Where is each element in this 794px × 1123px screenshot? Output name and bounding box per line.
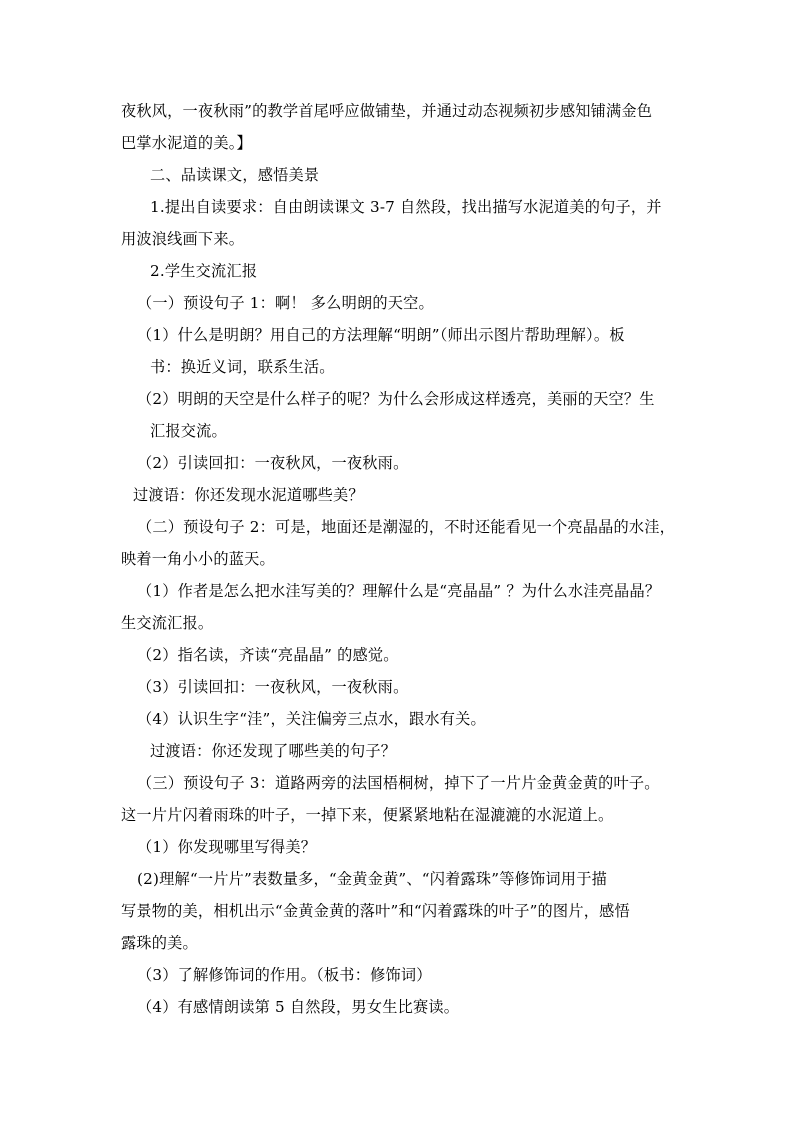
text-line-22: （三）预设句子 3：道路两旁的法国梧桐树，掉下了一片片金黄金黄的叶子。 — [137, 774, 660, 792]
text-line-17: 生交流汇报。 — [121, 614, 214, 632]
text-line-12: （2）引读回扣：一夜秋风，一夜秋雨。 — [137, 454, 409, 472]
text-line-14: （二）预设句子 2：可是，地面还是潮湿的，不时还能看见一个亮晶晶的水洼， — [137, 518, 676, 536]
text-line-9: 书：换近义词，联系生活。 — [150, 358, 335, 376]
text-line-11: 汇报交流。 — [150, 422, 227, 440]
text-line-10: （2）明朗的天空是什么样子的呢？为什么会形成这样透亮，美丽的天空？生 — [137, 390, 655, 408]
text-line-4: 1.提出自读要求：自由朗读课文 3-7 自然段，找出描写水泥道美的句子，并 — [150, 198, 662, 216]
text-line-2: 巴掌水泥道的美。】 — [121, 134, 252, 152]
text-line-25: (2)理解“一片片”表数量多，“金黄金黄”、“闪着露珠”等修饰词用于描 — [137, 870, 607, 888]
text-line-16: （1）作者是怎么把水洼写美的？理解什么是“亮晶晶” ？为什么水洼亮晶晶？ — [137, 582, 661, 600]
section-heading: 二、品读课文，感悟美景 — [150, 166, 320, 184]
text-line-27: 露珠的美。 — [121, 934, 198, 952]
text-line-19: （3）引读回扣：一夜秋风，一夜秋雨。 — [137, 678, 409, 696]
text-line-18: （2）指名读，齐读“亮晶晶” 的感觉。 — [137, 646, 399, 664]
text-line-28: （3）了解修饰词的作用。（板书：修饰词） — [137, 966, 432, 984]
text-line-8: （1）什么是明朗？用自己的方法理解“明朗”（师出示图片帮助理解）。板 — [137, 326, 625, 344]
text-line-15: 映着一角小小的蓝天。 — [121, 550, 275, 568]
text-line-24: （1）你发现哪里写得美？ — [137, 838, 317, 856]
transition-line-1: 过渡语：你还发现水泥道哪些美？ — [133, 486, 364, 504]
text-line-29: （4）有感情朗读第 5 自然段，男女生比赛读。 — [137, 998, 460, 1016]
text-line-23: 这一片片闪着雨珠的叶子，一掉下来，便紧紧地粘在湿漉漉的水泥道上。 — [121, 806, 614, 824]
text-line-1: 夜秋风，一夜秋雨”的教学首尾呼应做铺垫，并通过动态视频初步感知铺满金色 — [121, 102, 653, 120]
transition-line-2: 过渡语：你还发现了哪些美的句子？ — [150, 742, 397, 760]
text-line-20: （4）认识生字“洼”，关注偏旁三点水，跟水有关。 — [137, 710, 486, 728]
text-line-7: （一）预设句子 1：啊！ 多么明朗的天空。 — [137, 294, 434, 312]
text-line-26: 写景物的美，相机出示“金黄金黄的落叶”和“闪着露珠的叶子”的图片，感悟 — [121, 902, 630, 920]
subheading-2: 2.学生交流汇报 — [150, 262, 258, 280]
text-line-5: 用波浪线画下来。 — [121, 230, 245, 248]
